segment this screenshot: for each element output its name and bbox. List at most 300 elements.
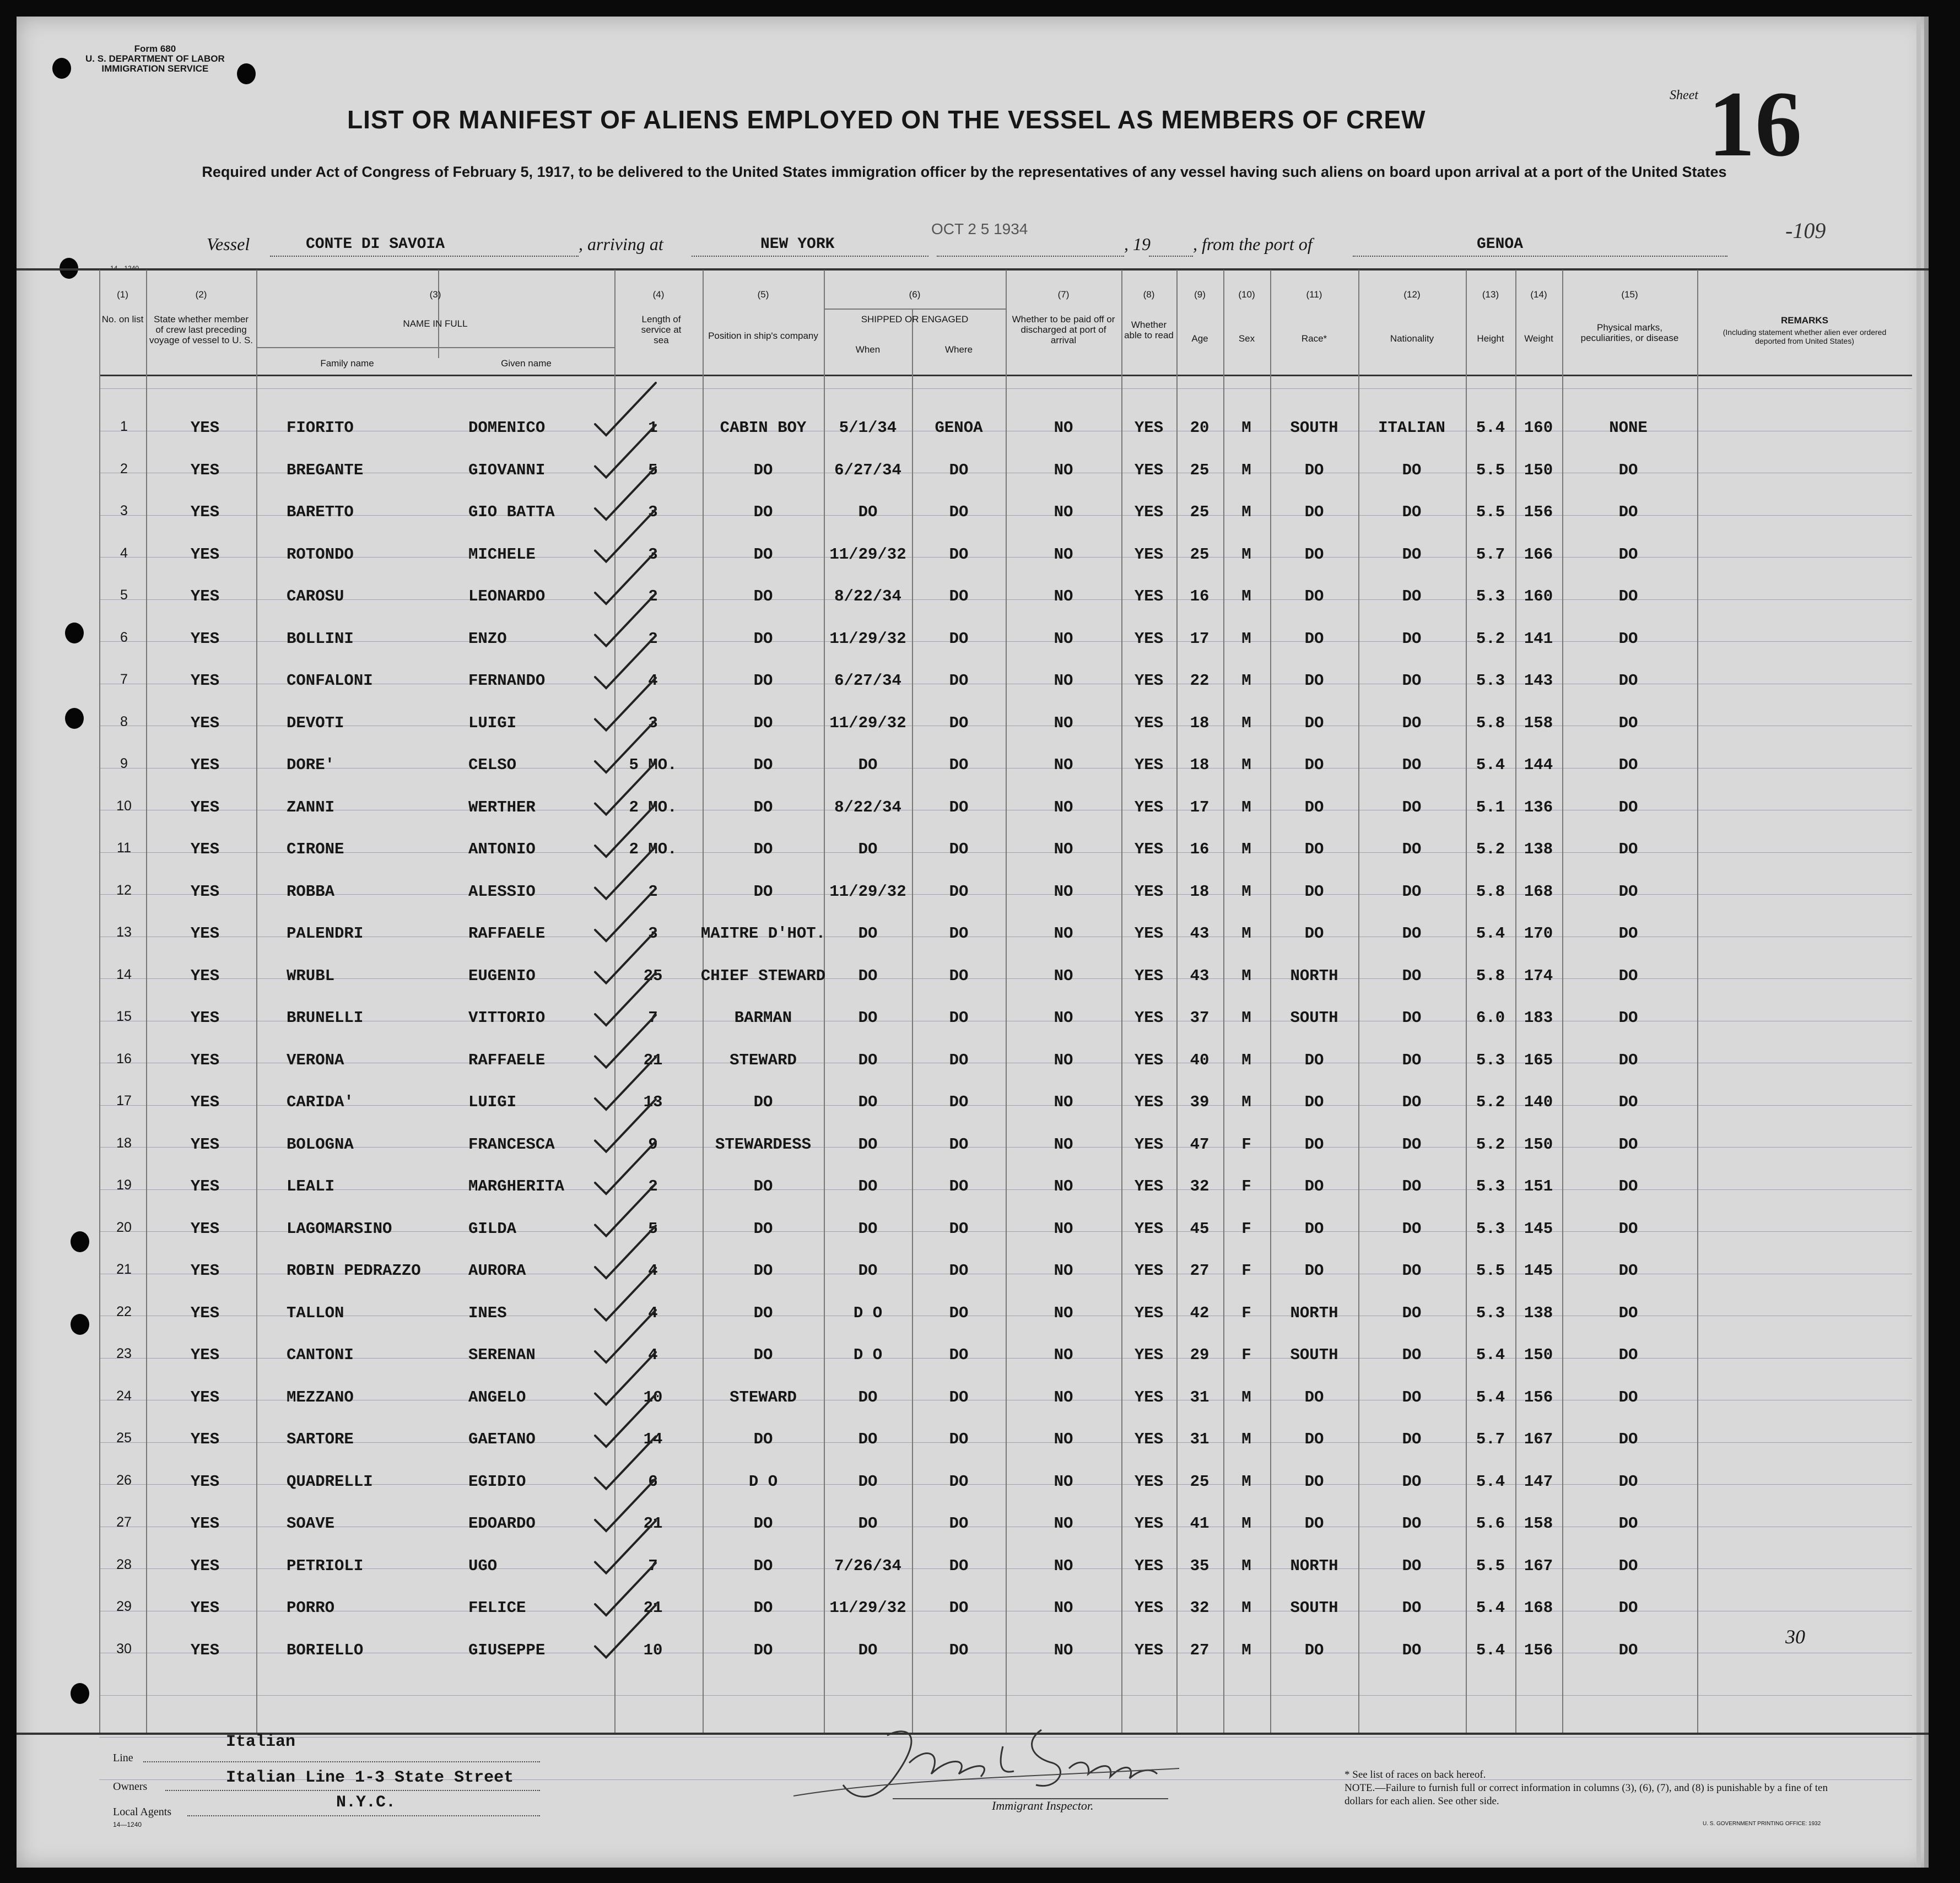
family-name-cell: TALLON [287, 1303, 344, 1322]
length-of-service-cell: 7 [648, 1009, 658, 1027]
from-label: , from the port of [1193, 234, 1313, 254]
shipped-where-cell: DO [949, 545, 969, 564]
paid-off-cell: NO [1054, 1219, 1073, 1238]
position-cell: CABIN BOY [720, 419, 807, 437]
family-name-cell: ROTONDO [287, 545, 354, 564]
races-note: * See list of races on back hereof. [1345, 1769, 1486, 1781]
year-underline [1149, 255, 1193, 257]
sex-cell: M [1241, 1514, 1251, 1533]
race-cell: DO [1304, 756, 1324, 774]
sheet-label: Sheet [1670, 88, 1698, 102]
position-cell: DO [753, 672, 773, 690]
crew-status-cell: YES [190, 672, 220, 690]
shipped-when-cell: 11/29/32 [829, 1599, 906, 1617]
able-to-read-cell: YES [1134, 1388, 1164, 1406]
family-name-cell: BRUNELLI [287, 1009, 364, 1027]
given-name-cell: FELICE [468, 1599, 526, 1617]
weight-cell: 151 [1524, 1177, 1553, 1195]
page-subtitle: Required under Act of Congress of February 5, 1917, to be delivered to the United States immigration officer by the representatives of any vessel having such aliens on board upon arrival at a port of the United States [202, 164, 1727, 180]
given-name-cell: FERNANDO [468, 672, 546, 690]
crew-status-cell: YES [190, 545, 220, 564]
family-name-cell: ROBIN PEDRAZZO [287, 1262, 421, 1280]
height-cell: 6.0 [1476, 1009, 1505, 1027]
family-name-cell: CAROSU [287, 587, 344, 605]
agents-value: N.Y.C. [336, 1793, 396, 1812]
shipped-where-cell: DO [949, 1388, 969, 1406]
height-cell: 5.3 [1476, 1051, 1505, 1069]
position-cell: DO [753, 1599, 773, 1617]
age-cell: 32 [1190, 1177, 1210, 1195]
shipped-where-cell: DO [949, 924, 969, 943]
nationality-cell: DO [1402, 1514, 1422, 1533]
shipped-when-cell: 5/1/34 [839, 419, 897, 437]
age-cell: 17 [1190, 629, 1210, 648]
position-cell: DO [753, 1093, 773, 1111]
crew-status-cell: YES [190, 924, 220, 943]
family-name-cell: PETRIOLI [287, 1556, 364, 1575]
age-cell: 18 [1190, 713, 1210, 732]
physical-marks-cell: DO [1618, 756, 1638, 774]
family-name-cell: MEZZANO [287, 1388, 354, 1406]
able-to-read-cell: YES [1134, 1135, 1164, 1154]
crew-status-cell: YES [190, 1599, 220, 1617]
race-cell: DO [1304, 924, 1324, 943]
weight-cell: 136 [1524, 798, 1553, 816]
weight-cell: 145 [1524, 1262, 1553, 1280]
able-to-read-cell: YES [1134, 1303, 1164, 1322]
crew-status-cell: YES [190, 1472, 220, 1491]
paid-off-cell: NO [1054, 503, 1073, 521]
sex-cell: M [1241, 1430, 1251, 1448]
shipped-when-cell: DO [858, 1472, 878, 1491]
weight-cell: 140 [1524, 1093, 1553, 1111]
header-col2-num: (2) [195, 289, 207, 300]
physical-marks-cell: DO [1618, 1303, 1638, 1322]
age-cell: 37 [1190, 1009, 1210, 1027]
race-cell: DO [1304, 1388, 1324, 1406]
position-cell: DO [753, 1303, 773, 1322]
nationality-cell: DO [1402, 629, 1422, 648]
height-cell: 5.4 [1476, 1641, 1505, 1659]
weight-cell: 165 [1524, 1051, 1553, 1069]
shipped-when-cell: DO [858, 1093, 878, 1111]
able-to-read-cell: YES [1134, 545, 1164, 564]
crew-status-cell: YES [190, 1641, 220, 1659]
page-edge [1916, 17, 1921, 1868]
physical-marks-cell: DO [1618, 1051, 1638, 1069]
height-cell: 5.4 [1476, 1472, 1505, 1491]
position-cell: DO [753, 629, 773, 648]
shipped-when-cell: DO [858, 966, 878, 985]
race-cell: DO [1304, 1514, 1324, 1533]
family-name-cell: BARETTO [287, 503, 354, 521]
position-cell: DO [753, 1430, 773, 1448]
row-number-cell: 8 [120, 713, 128, 729]
handwritten-mark: -109 [1785, 218, 1826, 243]
length-of-service-cell: 3 [648, 924, 658, 943]
header-when: When [855, 344, 881, 355]
position-cell: DO [753, 1556, 773, 1575]
shipped-when-cell: 6/27/34 [834, 672, 901, 690]
able-to-read-cell: YES [1134, 966, 1164, 985]
position-cell: BARMAN [734, 1009, 792, 1027]
position-cell: MAITRE D'HOT. [700, 924, 826, 943]
age-cell: 42 [1190, 1303, 1210, 1322]
shipped-when-cell: 11/29/32 [829, 713, 906, 732]
manifest-table [99, 270, 1912, 1733]
height-cell: 5.1 [1476, 798, 1505, 816]
sex-cell: F [1241, 1219, 1251, 1238]
header-shipped-engaged: SHIPPED OR ENGAGED [861, 314, 969, 324]
shipped-when-cell: DO [858, 1135, 878, 1154]
race-cell: SOUTH [1290, 1009, 1338, 1027]
punch-hole [71, 1683, 89, 1704]
nationality-cell: DO [1402, 882, 1422, 901]
nationality-cell: DO [1402, 924, 1422, 943]
given-name-cell: SERENAN [468, 1346, 536, 1364]
able-to-read-cell: YES [1134, 1514, 1164, 1533]
crew-status-cell: YES [190, 1346, 220, 1364]
length-of-service-cell: 2 [648, 587, 658, 605]
shipped-when-cell: DO [858, 924, 878, 943]
header-able-to-read: Whether able to read [1124, 320, 1174, 340]
height-cell: 5.3 [1476, 1303, 1505, 1322]
crew-status-cell: YES [190, 756, 220, 774]
nationality-cell: DO [1402, 1219, 1422, 1238]
family-name-cell: CARIDA' [287, 1093, 354, 1111]
weight-cell: 138 [1524, 1303, 1553, 1322]
weight-cell: 160 [1524, 587, 1553, 605]
physical-marks-cell: DO [1618, 503, 1638, 521]
height-cell: 5.3 [1476, 1219, 1505, 1238]
page-title: LIST OR MANIFEST OF ALIENS EMPLOYED ON THE VESSEL AS MEMBERS OF CREW [347, 105, 1426, 134]
paid-off-cell: NO [1054, 1262, 1073, 1280]
nationality-cell: DO [1402, 1009, 1422, 1027]
position-cell: CHIEF STEWARD [700, 966, 826, 985]
length-of-service-cell: 21 [643, 1599, 663, 1617]
age-cell: 18 [1190, 756, 1210, 774]
weight-cell: 156 [1524, 1388, 1553, 1406]
nationality-cell: DO [1402, 713, 1422, 732]
age-cell: 27 [1190, 1641, 1210, 1659]
shipped-where-cell: DO [949, 1514, 969, 1533]
age-cell: 31 [1190, 1388, 1210, 1406]
shipped-when-cell: DO [858, 1641, 878, 1659]
header-col7-num: (7) [1057, 289, 1070, 300]
age-cell: 18 [1190, 882, 1210, 901]
row-number-cell: 2 [120, 461, 128, 477]
nationality-cell: DO [1402, 1135, 1422, 1154]
able-to-read-cell: YES [1134, 1177, 1164, 1195]
header-position: Position in ship's company [708, 331, 818, 341]
given-name-cell: GIO BATTA [468, 503, 555, 521]
paid-off-cell: NO [1054, 1093, 1073, 1111]
check-mark [595, 383, 656, 435]
age-cell: 35 [1190, 1556, 1210, 1575]
age-cell: 25 [1190, 1472, 1210, 1491]
nationality-cell: DO [1402, 1388, 1422, 1406]
arriving-label: , arriving at [579, 234, 663, 254]
paid-off-cell: NO [1054, 587, 1073, 605]
able-to-read-cell: YES [1134, 1262, 1164, 1280]
able-to-read-cell: YES [1134, 1472, 1164, 1491]
nationality-cell: DO [1402, 1051, 1422, 1069]
sex-cell: F [1241, 1177, 1251, 1195]
height-cell: 5.7 [1476, 1430, 1505, 1448]
nationality-cell: DO [1402, 1472, 1422, 1491]
able-to-read-cell: YES [1134, 756, 1164, 774]
header-physical-marks: Physical marks, peculiarities, or disease [1580, 322, 1679, 343]
row-number-cell: 19 [116, 1177, 132, 1193]
paid-off-cell: NO [1054, 629, 1073, 648]
family-name-cell: BOLOGNA [287, 1135, 354, 1154]
paid-off-cell: NO [1054, 713, 1073, 732]
weight-cell: 144 [1524, 756, 1553, 774]
length-of-service-cell: 1 [648, 419, 658, 437]
height-cell: 5.7 [1476, 545, 1505, 564]
crew-status-cell: YES [190, 1093, 220, 1111]
sex-cell: M [1241, 924, 1251, 943]
line-value: Italian [226, 1733, 296, 1751]
position-cell: STEWARDESS [715, 1135, 812, 1154]
physical-marks-cell: DO [1618, 672, 1638, 690]
race-cell: SOUTH [1290, 1346, 1338, 1364]
header-height: Height [1477, 333, 1504, 344]
length-of-service-cell: 2 MO. [629, 840, 677, 858]
paid-off-cell: NO [1054, 1430, 1073, 1448]
header-given-name: Given name [501, 358, 552, 369]
paid-off-cell: NO [1054, 1051, 1073, 1069]
length-of-service-cell: 4 [648, 1346, 658, 1364]
row-number-cell: 17 [116, 1093, 132, 1108]
shipped-when-cell: D O [853, 1346, 883, 1364]
shipped-where-cell: DO [949, 1556, 969, 1575]
length-of-service-cell: 21 [643, 1051, 663, 1069]
sex-cell: M [1241, 882, 1251, 901]
position-cell: DO [753, 1346, 773, 1364]
row-number-cell: 7 [120, 672, 128, 687]
race-cell: DO [1304, 1641, 1324, 1659]
header-col12-num: (12) [1403, 289, 1421, 300]
height-cell: 5.2 [1476, 1093, 1505, 1111]
shipped-when-cell: DO [858, 1051, 878, 1069]
position-cell: DO [753, 1219, 773, 1238]
crew-status-cell: YES [190, 461, 220, 479]
age-cell: 43 [1190, 924, 1210, 943]
crew-status-cell: YES [190, 629, 220, 648]
family-name-cell: VERONA [287, 1051, 344, 1069]
header-col6-num: (6) [909, 289, 921, 300]
race-cell: DO [1304, 1262, 1324, 1280]
paid-off-cell: NO [1054, 1346, 1073, 1364]
able-to-read-cell: YES [1134, 1093, 1164, 1111]
able-to-read-cell: YES [1134, 1599, 1164, 1617]
weight-cell: 158 [1524, 1514, 1553, 1533]
shipped-when-cell: DO [858, 1219, 878, 1238]
given-name-cell: ANGELO [468, 1388, 526, 1406]
position-cell: DO [753, 840, 773, 858]
sex-cell: M [1241, 629, 1251, 648]
race-cell: DO [1304, 587, 1324, 605]
vessel-name: CONTE DI SAVOIA [306, 236, 445, 253]
header-age: Age [1191, 333, 1208, 344]
family-name-cell: DORE' [287, 756, 335, 774]
given-name-cell: MARGHERITA [468, 1177, 565, 1195]
row-number-cell: 29 [116, 1599, 132, 1614]
length-of-service-cell: 2 [648, 629, 658, 648]
length-of-service-cell: 10 [643, 1641, 663, 1659]
sex-cell: M [1241, 1641, 1251, 1659]
length-of-service-cell: 5 MO. [629, 756, 677, 774]
paid-off-cell: NO [1054, 672, 1073, 690]
given-name-cell: INES [468, 1303, 507, 1322]
shipped-where-cell: DO [949, 966, 969, 985]
length-of-service-cell: 4 [648, 1262, 658, 1280]
physical-marks-cell: DO [1618, 840, 1638, 858]
inspector-label: Immigrant Inspector. [992, 1799, 1094, 1812]
shipped-when-cell: DO [858, 1388, 878, 1406]
position-cell: STEWARD [730, 1388, 797, 1406]
age-cell: 25 [1190, 503, 1210, 521]
given-name-cell: AURORA [468, 1262, 526, 1280]
row-number-cell: 5 [120, 587, 128, 603]
shipped-where-cell: GENOA [935, 419, 983, 437]
length-of-service-cell: 13 [643, 1093, 663, 1111]
given-name-cell: CELSO [468, 756, 517, 774]
crew-status-cell: YES [190, 503, 220, 521]
weight-cell: 150 [1524, 1346, 1553, 1364]
nationality-cell: DO [1402, 503, 1422, 521]
crew-status-cell: YES [190, 1430, 220, 1448]
row-number-cell: 11 [117, 840, 131, 856]
given-name-cell: GIUSEPPE [468, 1641, 546, 1659]
row-number-cell: 4 [120, 545, 128, 561]
check-marks [584, 297, 738, 1708]
weight-cell: 147 [1524, 1472, 1553, 1491]
header-col9-num: (9) [1194, 289, 1206, 300]
given-name-cell: EGIDIO [468, 1472, 526, 1491]
age-cell: 43 [1190, 966, 1210, 985]
sex-cell: M [1241, 1556, 1251, 1575]
sex-cell: M [1241, 1051, 1251, 1069]
position-cell: STEWARD [730, 1051, 797, 1069]
physical-marks-cell: DO [1618, 798, 1638, 816]
shipped-when-cell: DO [858, 1009, 878, 1027]
length-of-service-cell: 5 [648, 1219, 658, 1238]
given-name-cell: EUGENIO [468, 966, 536, 985]
shipped-where-cell: DO [949, 1641, 969, 1659]
position-cell: DO [753, 503, 773, 521]
shipped-where-cell: DO [949, 1093, 969, 1111]
able-to-read-cell: YES [1134, 587, 1164, 605]
page-edge [1924, 17, 1929, 1868]
shipped-when-cell: 6/27/34 [834, 461, 901, 479]
able-to-read-cell: YES [1134, 672, 1164, 690]
paid-off-cell: NO [1054, 1303, 1073, 1322]
shipped-where-cell: DO [949, 756, 969, 774]
position-cell: DO [753, 1177, 773, 1195]
crew-status-cell: YES [190, 882, 220, 901]
age-cell: 47 [1190, 1135, 1210, 1154]
given-name-cell: GAETANO [468, 1430, 536, 1448]
row-number-cell: 27 [116, 1514, 132, 1530]
given-name-cell: FRANCESCA [468, 1135, 555, 1154]
crew-status-cell: YES [190, 798, 220, 816]
weight-cell: 150 [1524, 1135, 1553, 1154]
race-cell: DO [1304, 545, 1324, 564]
shipped-where-cell: DO [949, 840, 969, 858]
department: U. S. DEPARTMENT OF LABOR [85, 53, 225, 64]
height-cell: 5.4 [1476, 1388, 1505, 1406]
race-cell: DO [1304, 1051, 1324, 1069]
paid-off-cell: NO [1054, 966, 1073, 985]
crew-status-cell: YES [190, 1135, 220, 1154]
position-cell: DO [753, 798, 773, 816]
given-name-cell: MICHELE [468, 545, 536, 564]
paid-off-cell: NO [1054, 1177, 1073, 1195]
age-cell: 22 [1190, 672, 1210, 690]
row-number-cell: 23 [116, 1346, 132, 1361]
able-to-read-cell: YES [1134, 924, 1164, 943]
paid-off-cell: NO [1054, 461, 1073, 479]
length-of-service-cell: 3 [648, 545, 658, 564]
race-cell: DO [1304, 1177, 1324, 1195]
race-cell: DO [1304, 1219, 1324, 1238]
row-number-cell: 6 [120, 629, 128, 645]
row-number-cell: 30 [116, 1641, 132, 1657]
weight-cell: 167 [1524, 1556, 1553, 1575]
given-name-cell: LUIGI [468, 713, 517, 732]
length-of-service-cell: 5 [648, 461, 658, 479]
race-cell: DO [1304, 798, 1324, 816]
sex-cell: F [1241, 1346, 1251, 1364]
race-cell: NORTH [1290, 1303, 1338, 1322]
form-number: Form 680 [134, 44, 176, 54]
weight-cell: 145 [1524, 1219, 1553, 1238]
year-label: , 19 [1124, 234, 1151, 254]
weight-cell: 156 [1524, 1641, 1553, 1659]
crew-status-cell: YES [190, 840, 220, 858]
crew-status-cell: YES [190, 1009, 220, 1027]
given-name-cell: LEONARDO [468, 587, 546, 605]
given-name-cell: LUIGI [468, 1093, 517, 1111]
row-number-cell: 21 [116, 1262, 132, 1277]
weight-cell: 167 [1524, 1430, 1553, 1448]
crew-status-cell: YES [190, 1514, 220, 1533]
physical-marks-cell: DO [1618, 545, 1638, 564]
service: IMMIGRATION SERVICE [101, 63, 209, 74]
row-number-cell: 22 [116, 1303, 132, 1319]
length-of-service-cell: 4 [648, 672, 658, 690]
able-to-read-cell: YES [1134, 1430, 1164, 1448]
weight-cell: 138 [1524, 840, 1553, 858]
vessel-label: Vessel [207, 234, 250, 254]
printer-note: U. S. GOVERNMENT PRINTING OFFICE: 1932 [1703, 1821, 1821, 1827]
race-cell: DO [1304, 461, 1324, 479]
crew-status-cell: YES [190, 587, 220, 605]
crew-status-cell: YES [190, 1303, 220, 1322]
family-name-cell: CANTONI [287, 1346, 354, 1364]
physical-marks-cell: DO [1618, 1472, 1638, 1491]
paid-off-cell: NO [1054, 545, 1073, 564]
weight-cell: 174 [1524, 966, 1553, 985]
owners-label: Owners [113, 1781, 148, 1793]
shipped-where-cell: DO [949, 1219, 969, 1238]
able-to-read-cell: YES [1134, 419, 1164, 437]
height-cell: 5.2 [1476, 1135, 1505, 1154]
nationality-cell: ITALIAN [1378, 419, 1445, 437]
shipped-when-cell: 11/29/32 [829, 629, 906, 648]
